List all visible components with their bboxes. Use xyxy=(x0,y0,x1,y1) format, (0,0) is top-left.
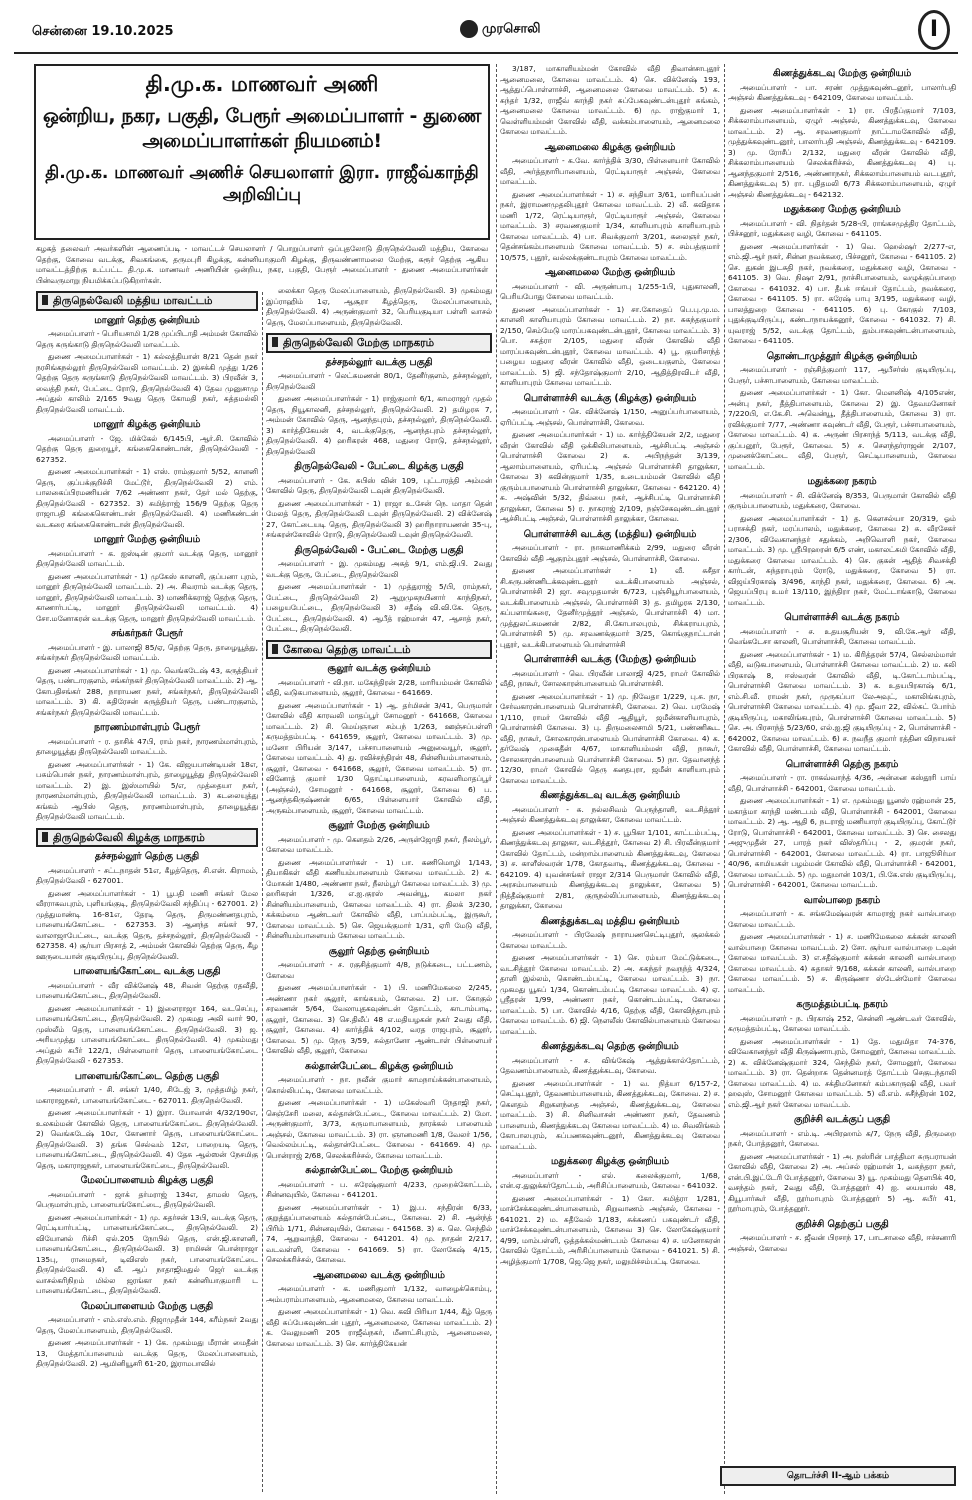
section-heading: கிணத்துக்கடவு மத்திய ஒன்றியம் xyxy=(540,915,680,927)
section-heading: ஆனைமலை கிழக்கு ஒன்றியம் xyxy=(544,141,676,153)
section-heading: கிணத்துக்கடவு வடக்கு ஒன்றியம் xyxy=(539,790,681,801)
appointee-paragraph: அமைப்பாளர் - க. சங்கமேஷ்வரன் காமராஜ் நகர் வால்பாறை கோவை மாவட்டம். xyxy=(728,909,956,929)
appointee-paragraph: அமைப்பாளர் - செ. விக்னேஷ் 1/150, அனுப்பர்பாளையம், ஏரிப்பட்டி அஞ்சல், பொள்ளாச்சி, கோவை. xyxy=(500,407,720,427)
appointee-paragraph: துணை அமைப்பாளர்கள் - 1) கல்லத்தியான் 8/21 தென் நகர் நரசிங்கநல்லூர் திருநெல்வேலி மாவட்டம். 2) இசக்கி முத்து 1/26 தெற்கு தெரு கருங்காடு திருநெல்வேலி மாவட்டம். 3) பிரவீன் 3, வைத்தி நகர், பேட்டை ரோடு, திருநெல்வேலி 4) தேவ முனுசாமு அப்துல் காலிம் 2/165 9வது தெரு கோமதி நகர், சுத்தமல்லி திருநெல்வேலி மாவட்டம். xyxy=(36,352,258,414)
section-heading: சூலூர் தெற்கு ஒன்றியம் xyxy=(328,945,430,957)
appointee-paragraph: துணை அமைப்பாளர்கள் - 1) தே. மதுமிதா 74-376, விவேகானந்தர் வீதி கிருஷ்ணாபுரம், சோமனூர், கோவை மாவட்டம். 2) க. விக்னேஷ்குமார் 324, செந்தில் நகர், சோமனூர், கோவை மாவட்டம். 3) ரா. தென்றாசு தென்னமரத் தோட்டம் செகுடந்தாலி கோவை மாவட்டம். 4) ம. சக்திமனோகர் கம்பகாருஷி வீதி, பவர் ஹவுஸ், சோமனூர் கோவை மாவட்டம். 5) வீ.எம். சுசீந்திரன் 102, எம்.ஜி.ஆர் நகர் கோவை மாவட்டம். xyxy=(728,1036,956,1109)
masthead xyxy=(14,8,958,54)
appointee-paragraph: துணை அமைப்பாளர்கள் - 1) ம. கார்த்திகேயன் 2/2, மதுரை வீரன் கோவில் வீதி ஒக்கிலிபாளையம், ஆச்சிபட்டி அஞ்சல் பொள்ளாச்சி கோவை 2) க. அபிநந்தன் 3/139, ஆலாம்பாளையம், ஏரிபட்டி அஞ்சல் பொள்ளாச்சி தாலுக்கா, கோவை 3) கவின்குமார் 1/35, உடையம்மன் கோவில் வீதி குரும்பபாளையம் பொள்ளாச்சி தாலுக்கா, கோவை - 642120. 4) சு. அஷ்வின் 5/32, திவ்யை நகர், ஆச்சிபட்டி பொள்ளாச்சி தாலுக்கா, கோவை 5) ர. நாகராஜ் 2/109, நஞ்சேகவுண்டன்புதூர் ஆச்சிபட்டி அஞ்சல், பொள்ளாச்சி தாலுக்கா, கோவை. xyxy=(500,430,720,523)
appointee-paragraph: அமைப்பாளர் - ரா. ராகவ்வாந்த் 4/36, அன்னை கஸ்தூரி பாய் வீதி, பொள்ளாச்சி - 642001, கோவை மாவட்டம். xyxy=(728,773,956,793)
section-heading: சுல்தான்பேட்டை மேற்கு ஒன்றியம் xyxy=(305,1165,453,1176)
section-heading: குறிச்சி வடக்குப் பகுதி xyxy=(793,1114,891,1125)
section-heading: பொள்ளாச்சி வடக்கு (மேற்கு) ஒன்றியம் xyxy=(523,654,697,665)
appointee-paragraph: துணை அமைப்பாளர்கள் - 1) வீ. சுசீதா சி.சுருபண்ணிடக்கவுண்டனூர் வடக்கிபாளையம் அஞ்சல், பொள்ளாச்சி 2) ஜா. சவுமுதமான் 6/723, புஞ்சியூர்பாளையம், வடக்கிபாளையம் அஞ்சல், பொள்ளாச்சி 3) த. தமிழரசு 2/130, கப்பளாங்கரை, தேனீர்முத்தூர் அஞ்சல், பொள்ளாச்சி 4) மா. முத்துலட்சுமணன் 2/82, சி.கோபாலபுரம், சிக்கராயபுரம், பொள்ளாச்சி 5) மு. சரவணக்குமார் 3/25, கொங்குநாட்டான் புதூர், வடக்கிபாளையம் பொள்ளாச்சி xyxy=(500,566,720,649)
appointee-paragraph: துணை அமைப்பாளர்கள் - 1) எ. முகம்மது யூனஸ் ரஹ்மான் 25, மகாத்மா காந்தி மண்டபம் வீதி, பொள்ளாச்சி - 642001, கோவை மாவட்டம். 2) ஆ. ஆதி 6, நடராஜ் மணியாரர் குடியிருப்பு, கோட்டூர் ரோடு, பொள்ளாச்சி - 642001, கோவை மாவட்டம். 3) செ. சைலது அஜுமுதீன் 27, பாரத் நகர் விஸ்தரிப்பு - 2, குமரன் நகர், பொள்ளாச்சி - 642001, கோவை மாவட்டம். 4) ரா. பாஜூசிர்மா 40/96, காமியகள் பழம்மன் கோவில் வீதி, பொள்ளாச்சி - 642001, கோவை மாவட்டம். 5) மு. மதுமான் 103/1, பி.கே.எஸ் குடியிருப்பு, பொள்ளாச்சி - 642001, கோவை மாவட்டம். xyxy=(728,796,956,889)
appointee-paragraph: துணை அமைப்பாளர்கள் - 1) இரா. யோவான் 4/32/190எ, உலகம்மன் கோவில் தெரு, பாளையங்கோட்டை திருநெல்வேலி. 2) வெங்கடேஷ் 10எ, கோணார் தெரு, பாளையங்கோட்டை திருநெல்வேலி. 3) தங்க செல்வம் 12எ, பாறையடி தெரு, பாளையங்கோட்டை, திருநெல்வேலி. 4) தேசு ஆல்ஸன் நேசமிகு தெரு, மகாராஜநகர், பாளையங்கோட்டை, திருநெல்வேலி. xyxy=(36,1108,258,1170)
continued-on-page-link[interactable]: தொடர்ச்சி II-ஆம் பக்கம் xyxy=(720,1466,956,1486)
appointee-paragraph: அமைப்பாளர் - ச. ரகுசித்குமார் 4/8, நடுக்கடை, பட்டணம், கோவை xyxy=(266,960,492,980)
banner-subtitle: தி.மு.க. மாணவர் அணிச் செயலாளர் இரா. ராஜீவ்காந்தி அறிவிப்பு xyxy=(45,163,479,205)
appointee-paragraph: அமைப்பாளர் - நா. நவீன் குமார் காமநாய்க்கன்பாளையம், கொல்லிபட்டி, கோவை மாவட்டம். xyxy=(266,1075,492,1095)
appointee-paragraph: துணை அமைப்பாளர்கள் - 1) த. கௌசல்யா 20/319, ஓம் பராசக்தி நகர், மரப்பாலம், மதுக்கரை, கோவை 2) சு. வீரசேகர் 2/306, விவேகானந்தர் சதுக்கம், அறிவொளி நகர், கோவை மாவட்டம். 3) மு. ஸ்ரீபிரஹரன் 6/5 எண், மகாலட்சுமி கோவில் வீதி, மதுக்கரை கோவை மாவட்டம். 4) செ. குகன் ஆதித் சிவசக்தி கார்டன், சுந்தராபுரம் ரோடு, மதுக்கரை, கோவை 5) ரா. விஜய்பிரகாஷ் 3/496, காந்தி நகர், மதுக்கரை, கோவை. 6) அ. ஜெயப்பிரபு உமர் 13/110, இந்திரா நகர், மேட்டாங்காடு, கோவை மாவட்டம். xyxy=(728,513,956,607)
section-heading: ஆனைமலை மேற்கு ஒன்றியம் xyxy=(545,267,675,278)
appointee-paragraph: அமைப்பாளர் - ர. தாசிக் 47பி, ராம் நகர், நாரணம்மாள்புரம், தாழையூத்து திருநெல்வேலி மாவட்டம். xyxy=(36,736,258,756)
appointee-paragraph: அமைப்பாளர் - மு. கௌதம் 2/26, அருள்ஜோதி நகர், நீலம்பூர், கோவை மாவட்டம். xyxy=(266,834,492,854)
appointee-paragraph: துணை அமைப்பாளர்கள் - 1) ரா. பிரதீப்குமார் 7/103, சிக்கலாம்பாளையம், ஏழுர் அஞ்சல், கிணத்துக்கடவு, கோவை மாவட்டம். 2) ஆ. சரவணகுமார் நாட்டாமகோவில் வீதி, முத்துக்கவுண்டனூர், பாலார்பதி அஞ்சல், கிணத்துக்கடவு - 642109. 3) மு. ரோசீப் 2/132, மதுரை வீரன் கோவில் வீதி, சிக்கலாம்பாளையம் செலக்கரிச்சல், கிணத்துக்கடவு 4) பு. ஆனந்தகுமார் 2/516, அண்ணாநகர், சிக்கலாம்பாளையம் வடபுதூர், கிணத்துக்கடவு 5) ரா. புதிதமலி 6/73 சிக்கலாம்பாளையம், ஏழுர் அஞ்சல் கிணத்துக்கடவு - 642132. xyxy=(728,105,956,199)
article-column-2 xyxy=(266,286,492,1494)
section-heading: மானூர் மேற்கு ஒன்றியம் xyxy=(93,534,201,545)
appointee-paragraph: துணை அமைப்பாளர்கள் - 1) எஸ். ராம்குமார் 5/52, காளனி தெரு, குப்பக்குறிச்சி மேட்டூர், திருநெல்வேலி 2) எம். பாலகைப்பிரமணியன் 7/62 அண்ணா நகர், தேர் மல் தெற்கு, திருநெல்வேலி - 627352. 3) சுமித்ராஜ் 156/9 தெற்கு தெரு ராஜாபதி கங்கைகொண்டான் திருநெல்வேலி. 4) மணிகண்டன் வடகரை கங்கைகொண்டான் திருநெல்வேலி. xyxy=(36,467,258,529)
section-heading: குறிச்சி தெற்குப் பகுதி xyxy=(795,1218,889,1230)
appointee-paragraph: அமைப்பாளர் - ப. சுரேஷ்குமார் 4/233, முறைக்கோட்டம், சின்னவுயில், கோவை - 641201. xyxy=(266,1179,492,1199)
banner-title: தி.மு.க. மாணவர் அணி xyxy=(145,72,379,96)
issue-date: சென்னை 19.10.2025 xyxy=(32,24,174,39)
section-heading: மதுக்கரை மேற்கு ஒன்றியம் xyxy=(783,204,901,215)
appointee-paragraph: துணை அமைப்பாளர்கள் - 1) மு. சுதர்சன் 13பி, வடக்கு தெரு, ரெட்டியார்பட்டி, பாளையங்கோட்டை, திருநெல்வேலி. 2) வியோனல் ரிச்சி ஏல்.205 நோபில் தெரு, என்.ஜி.காளனி, பாளையங்கோட்டை, திருநெல்வேலி. 3) ராமிசன் பொன்ராஜா 135பு, ராமைநகர், டிவிஎஸ் நகர், பாளையங்கோட்டை திருநெல்வேலி. 4) வீ. ஆப் நாதாஜிமதுல் ஜெர் வடக்கு வாசல்கரிநிறம் மில்ல ஜரங்கா நகர் கன்னியாகுமாரி ட பாளையங்கோட்டை, திருநெல்வேலி. xyxy=(36,1212,258,1295)
appointee-paragraph: 3/187, மாகாளியம்மன் கோவில் வீதி திவான்சாபுதூர் ஆனைமலை, கோவை மாவட்டம். 4) செ. விக்னேஷ் 193, ஆத்துப்பொள்ளாச்சி, ஆனைமலை கோவை மாவட்டம். 5) சு. சுந்தர் 1/32, ராஜீவ் காந்தி நகர் சுப்பேகவுண்டன்புதூர் சுங்கம், ஆனைமலை கோவை மாவட்டம். 6) மு. ராஜ்குமார் 1, வெள்ளியம்மன் கோவில் வீதி, வக்கம்பாளையம், ஆனைமலை கோவை மாவட்டம். xyxy=(500,64,720,136)
appointee-paragraph: அமைப்பாளர் - எம்.எஸ்.எம். நிஜாமுதீன் 144, கரீம்நகர் 2வது தெரு, மேலப்பாளையம், திருநெல்வேலி. xyxy=(36,1315,258,1335)
appointee-paragraph: துணை அமைப்பாளர்கள் - 1) கே. முகம்மது மீரான் மைதீன் 13, மேத்தாப்பாளையம் வடக்கு தெரு, மேலப்பாளையம், திருநெல்வேலி. 2) ஆமினியூசரி 61-20, இராமபாவில் xyxy=(36,1338,258,1368)
appointee-paragraph: துணை அமைப்பாளர்கள் - 1) செ. ரம்யா மேட்டுக்கடை, வடசித்தூர் கோவை மாவட்டம். 2) அ. சுகந்தர் நவநந்த் 4/324, தாளி இல்லம், கொண்டம்பட்டி, கோவை மாவட்டம். 3) நா. முகமது யூசுப் 1/34, கொண்டம்பட்டி கோவை மாவட்டம். 4) ஏ. ஸ்ரீதரன் 1/99, அண்ணா நகர், கொண்டம்பட்டி, கோவை மாவட்டம். 5) பா. கோவில் 4/16, தெற்கு வீதி, கோவிந்தாபுரம் கோவை மாவட்டம். 6) ஜி. நெளலீஸ் கோவில்பாளையம் கோவை மாவட்டம். xyxy=(500,953,720,1036)
appointee-paragraph: துணை அமைப்பாளர்கள் - 1) மகேஸ்வரி நேதாஜி நகர், செஞ்சேரி மலை, சுல்தான்பேட்டை, கோவை மாவட்டம். 2) மோ. அருண்குமார், 3/73, கருமாபாளையம், நாரக்கல் பாளையம் அஞ்சல், கோவை மாவட்டம். 3) ரா. ஞானமணி 1/8, வேலர் 1/56, வெல்லம்பட்டி, சுல்தான்பேட்டை கோவை - 641669. 4) மு. பொன்ராஜ் 2/68, செலக்கரிச்சல், கோவை மாவட்டம். xyxy=(266,1098,492,1160)
section-heading: மானூர் தெற்கு ஒன்றியம் xyxy=(94,314,200,326)
article-column-3 xyxy=(500,64,720,1494)
appointee-paragraph: துணை அமைப்பாளர்கள் - 1) ராஜா உ.சேன் நெ. மாதா தென் மேலத் தெரு, திருநெல்வேலி டவுன் திருநெல்வேலி. 2) விக்னேஷ் 27, கோட்டையடி தெரு, திருநெல்வேலி 3) ஹரிநாராயணன் 35-பு, சங்கரன்கோவில் ரோடு, திருநெல்வேலி டவுன் திருநெல்வேலி. xyxy=(266,498,492,539)
appointee-paragraph: துணை அமைப்பாளர்கள் - 1) கோ. மௌனிஷ் 4/105எண், அன்பு நகர், தீத்திபாளையம், கோவை 2) இ. தேவமனோகர் 7/220பி, எ.கே.சி. அவென்யூ, தீத்திபாளையம், கோவை 3) ரா. ரவிக்குமார் 7/77, அண்ணா சுவுண்டர் வீதி, பேரூர், பச்சாபாளையம், கோவை மாவட்டம். 4) க. அருண் பிரசாந்த் 5/113, வடக்கு வீதி, குப்பனூர், பேரூர், கோவை. 5) ச. சௌந்தர்ராஜன் 2/107, முனைக்கோட்டை வீதி, பேரூர், செட்டிபாளையம், கோவை மாவட்டம். xyxy=(728,388,956,471)
section-heading: நாரணம்மாள்புரம் பேரூர் xyxy=(93,722,201,733)
column-divider xyxy=(496,64,497,1494)
appointee-paragraph: அமைப்பாளர் - ரா. நாகமாணிக்கம் 2/99, மதுரை வீரன் கோவில் வீதி ஆகுரம்புதூர் அஞ்சல், பொள்ளாச்சி, கோவை. xyxy=(500,543,720,563)
emblem-icon xyxy=(460,20,478,38)
appointee-paragraph: அமைப்பாளர் - இ. முகம்மது அசுத் 9/1, எம்.ஜி.பி. 2வது வடக்கு தெரு, பேட்டை, திருநெல்வேலி xyxy=(266,559,492,579)
section-heading: பாளையங்கோட்டை தெற்கு பகுதி xyxy=(74,1070,220,1082)
appointee-paragraph: அமைப்பாளர் - ச. விங்கேஷ் ஆத்துக்கால்தோட்டம், தேவணம்பாளையம், கிணத்துக்கடவு, கோவை. xyxy=(500,1055,720,1075)
appointee-paragraph: துணை அமைப்பாளர்கள் - 1) வெ. ஹெல்ஷர் 2/277-எ, எம்.ஜி.ஆர் நகர், சின்ன நவக்கரை, பிச்சனூர், கோவை - 641105. 2) செ. துகன் இடசுதி நகர், நவக்கரை, மதுக்கரை வழி, கோவை - 641105. 3) வெ. நிஷா 2/91, நாச்சிபாளையம், வழுக்குப்பாறை கோவை - 641032. 4) பா. தீபக் ஈங்யர் தோட்டம், நவக்கரை, கோவை - 641105. 5) ரா. சுரேஷ் பாபு 3/195, மதுக்கரை வழி, பாலத்துறை கோவை - 641105. 6) பு. கோகுல் 7/103, புதுக்குடியிருப்பு, கண்டாநாயக்கனூர், கோவை - 641032. 7) சி. யுவராஜ் 5/52, வடக்கு தோட்டம், தும்பாகவுண்டன்பாளையம், கோவை - 641105. xyxy=(728,241,956,345)
section-heading: திருநெல்வேலி - பேட்டை மேற்கு பகுதி xyxy=(294,544,464,556)
appointee-paragraph: துணை அமைப்பாளர்கள் - 1) ஆ. தர்மிசன் 3/41, பெருமாள் கோவில் வீதி காரவலி மாதப்பூர் சோமனூர் - 641668, கோவை மாவட்டம். 2) சி. மெய்ஞான சம்பந் 1/263, ஊஞ்சப்பள்ளி கருமத்தம்பட்டி - 641659, சூலூர், கோவை மாவட்டம். 3) மு. மனோ பிரியன் 3/147, பச்சாபாளையம் அனுவையூர், சூலூர், கோவை மாவட்டம். 4) து. ரவிச்சந்திரன் 48, சின்னியம்பாளையம், சூலூர், கோவை - 641668, சூலூர், கோவை மாவட்டம். 5) ரா. வினோத் குமார் 1/30 தொட்டிபாளையம், கரவளிமாதப்பூர் (அஞ்சல்), சோமனூர் - 641668, சூலூர், கோவை 6) ப. ஆனந்தகிருஷ்ணன் 6/65, பிள்ளையார் கோவில் வீதி, அருகம்பாளையம், சூலூர், கோவை மாவட்டம். xyxy=(266,700,492,815)
appointee-paragraph: அமைப்பாளர் - பிரவேஷ் நாராயணசெட்டிபுதூர், சூலக்கல் கோவை மாவட்டம். xyxy=(500,930,720,950)
appointee-paragraph: அமைப்பாளர் - எம்.டி. அபிரஹாம் க/7, நேரு வீதி, திருமறை நகர், போத்தனூர், கோவை. xyxy=(728,1128,956,1148)
appointee-paragraph: அமைப்பாளர் - வெ. பிரவீன் பாலாஜி 4/25, ராமர் கோவில் வீதி, நாகூர், சோலகாரன்பாளையம் பொள்ளாச்சி. xyxy=(500,668,720,688)
article-column-1 xyxy=(36,286,258,1494)
section-heading: மதுக்கரை நகரம் xyxy=(807,476,877,487)
appointee-paragraph: அமைப்பாளர் - லெட்சுமணன் 80/1, தேனீர்குளம், தச்சநல்லூர், திருநெல்வேலி xyxy=(266,371,492,391)
appointee-paragraph: அமைப்பாளர் - ஜே. மிக்கேல் 6/145பி, ஆர்.சி. கோவில் தெற்கு தெரு துறையூர், கங்கைகொண்டான், திருநெல்வேலி - 627352. xyxy=(36,433,258,464)
section-heading: பொள்ளாச்சி தெற்கு நகரம் xyxy=(785,758,899,770)
appointee-paragraph: அமைப்பாளர் - க.வே. கார்த்திக் 3/30, பிள்ளையார் கோவில் வீதி, அர்த்தநாரிபாளையம், ரெட்டியாரூர் அஞ்சல், கோவை மாவட்டம். xyxy=(500,156,720,186)
appointee-paragraph: துணை அமைப்பாளர்கள் - 1) மு. வெங்கடேஷ் 43, கருத்தியர் தெரு, பண்டாரகுளம், சங்கர்நகர் திருநெல்வேலி மாவட்டம். 2) ஆ. கோபதிசங்கர் 288, நாராயண நகர், சங்கர்நகர், திருநெல்வேலி மாவட்டம். 3) கி. சுதிரேசன் கருத்தியர் தெரு, பண்டாரகுளம், சங்கர்நகர் திருநெல்வேலி மாவட்டம். xyxy=(36,665,258,717)
appointee-paragraph: துணை அமைப்பாளர்கள் - 1) ச. மணிமேகலை கக்கன் காலனி வால்பாறை கோவை மாவட்டம். 2) சோ. சூர்யா வால்பாறை டவுன் கோவை மாவட்டம். 3) எ.சதீஷ்குமார் கக்கன் காலனி வால்பாறை கோவை மாவட்டம். 4) சுதாகர் 9/168, கக்கன் காலனி, வால்பாறை கோவை மாவட்டம். 5) ச. கிருஷ்ணா ஸ்டேன்மோர் கோவை மாவட்டம். xyxy=(728,932,956,994)
appointee-paragraph: துணை அமைப்பாளர்கள் - 1) முத்துராஜ் 5/பி, ராம்நகர், பேட்டை, திருநெல்வேலி 2) ஆறுமுகநயினார் காந்திநகர், பழையபேட்டை, திருநெல்வேலி 3) சதீஷ் வி.வி.கே. தெரு, பேட்டை, திருநெல்வேலி. 4) ஆபீத் ரஹ்மான் 47, ஆசாத் நகர், பேட்டை, திருநெல்வேலி. xyxy=(266,582,492,633)
appointee-paragraph: துணை அமைப்பாளர்கள் - 1) அ. நஸ்ரின் பாத்திமா சுருபராயன் கோவில் வீதி, கோவை 2) அ. அப்சல் ரஹ்மான் 1, வசுந்தரா நகர், என்.பி.இட்டேரி போத்தனூர், கோவை 3) யூ. முகம்மது தௌபிக் 40, வசந்தம் நகர், 2வது வீதி, போத்தனூர் 4) ஐ. யையாஸ் 48, கியூபார்கூர் வீதி, நூர்மாபுரம் போத்தனூர் 5) ஆ. சுபீர் 41, நூர்மாபுரம், போத்தனூர். xyxy=(728,1151,956,1213)
section-heading: பாளையங்கோட்டை வடக்கு பகுதி xyxy=(73,966,221,977)
appointee-paragraph: அமைப்பாளர் - ச. ஜீவன் பிரசாந் 17, பாடசாலை வீதி, ஈச்சனாரி அஞ்சல், கோவை xyxy=(728,1233,956,1253)
banner-headline: ஒன்றிய, நகர, பகுதி, பேரூர் அமைப்பாளர் - துணை அமைப்பாளர்கள் நியமனம்! xyxy=(42,105,482,152)
appointee-paragraph: துணை அமைப்பாளர்கள் - 1) ம. கிரித்தரன் 57/4, செல்லம்மாள் வீதி, வடுகபாளையம், பொள்ளாச்சி கோவை மாவட்டம். 2) ம. கலி பிரகாஷ் 8, ஈஸ்வரன் கோவில் வீதி, டி.கோட்டாம்பட்டி, பொள்ளாச்சி கோவை மாவட்டம். 3) க. உதயபிரகாஷ் 6/1, எம்.சி.வீ. ராமன் நகர், முருகப்பா லேஅவுட், மகாலிங்கபுரம், பொள்ளாச்சி கோவை மாவட்டம். 4) மு. ஜீவா 22, வில்சுட் போர்ம் குடியிருப்பு, மகாலிங்கபுரம், பொள்ளாச்சி கோவை மாவட்டம். 5) செ. அ. பிரசாந்த் 5/23/60, எல்.ஐ.ஜி குடியிருப்பு - 2, பொள்ளாச்சி - 642002, கோவை மாவட்டம். 6) ச. நவநீத குமார் ரத்தின விநாயகர் கோவில் வீதி, பொள்ளாச்சி, கோவை மாவட்டம். xyxy=(728,649,956,753)
appointee-paragraph: அமைப்பாளர் - சி. விக்னேஷ் 8/353, பெருமாள் கோவில் வீதி குரும்பபாளையம், மதுக்கரை, கோவை. xyxy=(728,490,956,510)
appointee-paragraph: அமைப்பாளர் - வி. நிதர்தன் 5/28-பி, ராங்கசமுத்திர தோட்டம், பிச்சனூர், மதுக்கரை வழி, கோவை - 641105. xyxy=(728,218,956,238)
paper-logo xyxy=(460,20,541,38)
section-heading: பொள்ளாச்சி வடக்கு நகரம் xyxy=(784,612,900,623)
section-heading: சங்கர்நகர் பேரூர் xyxy=(111,628,183,639)
appointee-paragraph: துணை அமைப்பாளர்கள் - 1) இளைராஜா 164, வடசெப்பு, பாளையங்கோட்டை, திருநெல்வேலி. 2) முகமது அலி வார் 90, முஸ்லீம் தெரு, பாளையங்கோட்டை திருநெல்வேலி. 3) ஜ. அரியமுத்து பாளையங்கோட்டை திருநெல்வேலி. 4) முகம்மது அப்துல் சுபீர் 122/1, பிள்ளைமார் தெரு, பாளையங்கோட்டை திருநெல்வேலி - 627353. xyxy=(36,1003,258,1065)
appointee-paragraph: துணை அமைப்பாளர்கள் - 1) இ.ப. சந்திரன் 6/33, குறுத்துப்பாளையம் சுல்தான்பேட்டை, கோவை. 2) சி. ஆன்ந்த் பிரிம் 1/71, சின்னவுயில், கோவை - 641568. 3) சு. லெ. செந்தில் 74, ஆறுவாத்தி, கோவை - 641201. 4) மு. நாதன் 2/217, வடவள்ளி, கோவை - 641669. 5) ரா. லோகேஷ் 4/15, செலக்கரிச்சல், கோவை. xyxy=(266,1202,492,1264)
page-number: I xyxy=(918,10,950,50)
section-heading: தச்சநல்லூர் தெற்கு பகுதி xyxy=(94,851,200,862)
section-heading: தொண்டாமுத்தூர் கிழக்கு ஒன்றியம் xyxy=(766,350,918,362)
section-heading: சூலூர் மேற்கு ஒன்றியம் xyxy=(328,820,430,831)
appointee-paragraph: அமைப்பாளர் - சு. நல்லசிவம் பெருந்தாளி, வடசித்தூர் அஞ்சல் கிணத்துக்கடவு தாலுக்கா, கோவை மாவட்டம். xyxy=(500,804,720,824)
appointee-paragraph: துணை அமைப்பாளர்கள் - 1) மு. நிவேதா 1/229, பு.சு. நா, சேர்வகாரன்பாளையம் பொள்ளாச்சி, கோவை. 2) வெ. பரமேஷ் 1/110, ராமர் கோவில் வீதி ஆதியூர், ஜமீன்காளியாபுரம், பொள்ளாச்சி கோவை. 3) பு. திருமலைசாமி 5/21, பண்ணிகூட வீதி, நாகூர், சோலகாரன்பாளையம் பொள்ளாச்சி கோவை. 4) க. தர்வேஷ் முகைதீன் 4/67, மாகாளியம்மன் வீதி, நாகூர், சோலகாரன்பாளையம் பொள்ளாச்சி கோவை. 5) நா. தேவானந்த் 12/30, ராமர் கோவில் தெரு கனதபுரா, ஜமீன் காளியாபுரம் கோவை மாவட்டம். xyxy=(500,691,720,785)
appointee-paragraph: துணை அமைப்பாளர்கள் - 1) ச. சந்தியா 3/61, மாரியப்பன் நகர், இராமணமுதலிபுதூர் கோவை மாவட்டம். 2) வீ. கவிதாசு மணி 1/72, ரெட்டியாரூர், ரெட்டியாரூர் அஞ்சல், கோவை மாவட்டம். 3) சரவணகுமார் 1/34, காளியாபுரம் காளியாபுரம் கோவை மாவட்டம். 4) பா. சிவக்குமார் 3/201, கலைஞர் நகர், தென்சங்கம்பாளையம் கோவை மாவட்டம். 5) ச. சம்பத்குமார் 10/575, புதூர், வல்லக்குண்டாபுரம் கோவை மாவட்டம். xyxy=(500,189,720,262)
appointee-paragraph: அமைப்பாளர் - ஜாக் தர்மராஜ் 134எ, தாமஸ் தெரு, பெருமாள்புரம், பாளையங்கோட்டை, திருநெல்வேலி. xyxy=(36,1189,258,1209)
district-heading: கோவை தெற்கு மாவட்டம் xyxy=(266,640,492,660)
appointee-paragraph: அமைப்பாளர் - வி.நா. மகேந்திரன் 2/28, மாரியம்மன் கோவில் வீதி, வடுகபாளையம், சூலூர், கோவை - 641669. xyxy=(266,677,492,697)
appointee-paragraph: அமைப்பாளர் - வீர விக்னேஷ் 48, சிவன் தெற்கு ரதவீதி, பாளையங்கோட்டை, திருநெல்வேலி. xyxy=(36,980,258,1000)
appointee-paragraph: துணை அமைப்பாளர்கள் - 1) வ. நித்யா 6/157-2, செட்டிபுதூர், தேவணம்பாளையம், கிணத்துக்கடவு, கோவை. 2) ச. கெளதம் சிறுகளந்தை அஞ்சல், கிணத்துக்கடவு, கோவை மாவட்டம். 3) சி. சினிவாசன் அண்ணா நகர், தேவணம் பாளையம், கிணத்துக்கடவு கோவை மாவட்டம். 4) ம. சிவலிங்கம் கோபாலபுரம், சுப்பணகவுண்டனூர், கிணத்துக்கடவு கோவை மாவட்டம். xyxy=(500,1078,720,1151)
appointee-paragraph: துணை அமைப்பாளர்கள் - 1) பா. கணிமொழி 1/143, தியாகிகள் வீதி கணியம்பாளையம் கோவை மாவட்டம். 2) க. மோகன் 1/480, அண்ணா நகர், நீலம்பூர் கோவை மாவட்டம். 3) மு. ஹரிகரன் 1/326, எ.ஐ.குரஸ் அவன்யூ, கமலா நகர் சின்னியம்பாளையம், கோவை மாவட்டம். 4) ரா. திலக் 3/230, கக்கம்மை ஆண்டவர் கோவில் வீதி, பாப்பம்பட்டி, இருகூர், கோவை மாவட்டம். 5) செ. ஜெயக்குமார் 1/31, ஏரி மேடு வீதி, சின்னியம்பாளையம் கோவை மாவட்டம். xyxy=(266,857,492,940)
appointee-paragraph: துணை அமைப்பாளர்கள் - 1) கோ. சுமித்ரா 1/281, மாச்சேக்கவுண்டன்பாளையம், சிறுவாணம் அஞ்சல், கோவை - 641021. 2) ம. சுதீவேல் 1/183, சுக்கணப் பகவுண்டர் வீதி, மாச்சேக்கவுண்டன்பாளையம், கோவை 3) செ. லோகேஷ்குமார் 4/99, மாம்பள்ளி, ஒத்தக்கல்மண்டபம் கோவை 4) ச. மனோகரன் கோவில் தோட்டம், அரிசிப்பாளையம் கோவை - 641021. 5) சி. அழித்குமார் 1/708, ஜெ.ஜெ நகர், மலுமிச்சம்பட்டி கோவை. xyxy=(500,1193,720,1266)
appointee-paragraph: அமைப்பாளர் - ச. உதயசூரியன் 9, வி.கே.ஆர் வீதி, வெங்கடேசா காலனி, பொள்ளாச்சி, கோவை மாவட்டம். xyxy=(728,626,956,646)
section-heading: மேலப்பாளையம் மேற்கு பகுதி xyxy=(80,1300,214,1312)
banner-intro: கழகத் தலைவர் அவர்களின் ஆணைப்படி - மாவட்டச் செயலாளர் / பொறுப்பாளர் ஒப்புதலோடு திருநெல்வேலி மத்திய, கோவை தெற்கு, கோவை வடக்கு, சிவகங்கை, தருமபுரி கிழக்கு, கன்னியாகுமரி கிழக்கு, திருவண்ணாமலை மேற்கு, கரூர் தெற்கு ஆகிய மாவட்டத்திற்கு உட்பட்ட தி.மு.க. மாணவர் அணியின் ஒன்றிய, நகர, பகுதி, பேரூர் அமைப்பாளர் - துணை அமைப்பாளர்கள் பின்வருமாறு நியமிக்கப்படுகிறார்கள். xyxy=(36,244,488,285)
appointee-paragraph: துணை அமைப்பாளர்கள் - 1) ராஜ்குமார் 6/1, காமராஜர் முதல் தெரு, நியூகாலனி, தச்சநல்லூர், திருநெல்வேலி. 2) தமிழரசு 7, அம்மன் கோவில் தெரு, ஆனந்தபுரம், தச்சநல்லூர், திருநெல்வேலி. 3) கார்த்திகேயன் 4, வடக்குதெரு, ஆனந்தபுரம் தச்சநல்லூர், திருநெல்வேலி. 4) ஹரிகரன் 468, மதுரை ரோடு, தச்சநல்லூர், திருநெல்வேலி xyxy=(266,394,492,456)
appointee-paragraph: துணை அமைப்பாளர்கள் - 1) முகேஸ் காளனி, குப்பனா புரம், மானூர் திருநெல்வேலி மாவட்டம். 2) அ. சிவராம் வடக்கு தெரு, மானூர், திருநெல்வேலி மாவட்டம். 3) மாணிக்கராஜ் தெற்கு தெரு, காணார்பட்டி, மானூர் திருநெல்வேலி மாவட்டம். 4) சோ.மனோகரன் வடக்கு தெரு, மானூர் திருநெல்வேலி மாவட்டம். xyxy=(36,571,258,623)
headline-banner xyxy=(34,64,490,240)
column-divider xyxy=(262,292,263,1492)
section-heading: சுல்தான்பேட்டை கிழக்கு ஒன்றியம் xyxy=(304,1060,454,1072)
section-heading: மதுக்கரை கிழக்கு ஒன்றியம் xyxy=(550,1156,669,1167)
column-divider xyxy=(724,64,725,1494)
section-heading: பொள்ளாச்சி வடக்கு (கிழக்கு) ஒன்றியம் xyxy=(523,392,697,404)
appointee-paragraph: அமைப்பாளர் - சி. சங்கர் 1/40, சிடேஜ் 3, முத்தமிழ் நகர், மகாராஜநகர், பாளையங்கோட்டை - 627011. திருநெல்வேலி. xyxy=(36,1085,258,1105)
section-heading: வால்பாறை நகரம் xyxy=(803,894,881,906)
section-heading: கிணத்துக்கடவு மேற்கு ஒன்றியம் xyxy=(772,68,912,79)
appointee-paragraph: அமைப்பாளர் - இ. பாலாஜி 85/ஏ, தெற்கு தெரு, தாழையூத்து, சங்கர்நகர் திருநெல்வேலி மாவட்டம். xyxy=(36,642,258,662)
appointee-paragraph: துணை அமைப்பாளர்கள் - 1) சா.கோதைப் பெ.பு.மு.ம. காளனி காளியாபுரம் கோவை மாவட்டம். 2) நா. சுகந்தகுமார் 2/150, செம்மேடு மாரப்பகவுண்டன்புதூர், கோவை மாவட்டம். 3) பொ. சசுத்ரா 2/105, மதுரை வீரன் கோவில் வீதி மாரப்பகவுண்டன்புதூர், கோவை மாவட்டம். 4) பூ. குமரிசாந்த் பழைய மதுரை வீரன் கோவில் வீதி, ஒடையகுளம், கோவை மாவட்டம். 5) ஜி. சந்தோஷ்குமார் 2/10, ஆதித்திரவிடர் வீதி, காளியாபுரம் கோவை மாவட்டம். xyxy=(500,304,720,387)
appointee-paragraph: துணை அமைப்பாளர்கள் - 1) கே. விஜயபாண்டியன் 18எ, பசும்பொன் நகர், நாரணம்மாள்புரம், தாழையூத்து திருநெல்வேலி மாவட்டம். 2) இ. இஸ்மாயில் 5/எ, முத்தையா நகர், நாரணம்மாள்புரம், திருநெல்வேலி மாவட்டம். 3) கடலையுத்து சுங்கம் ஆபிஸ் தெரு, நாரணம்மாள்புரம், தாழையூத்து திருநெல்வேலி மாவட்டம். xyxy=(36,759,258,821)
section-heading: கிணத்துக்கடவு தெற்கு ஒன்றியம் xyxy=(541,1041,679,1052)
appointee-paragraph: அமைப்பாளர் - கே. சுபிஸ் வின் 109, புட்டாரத்தி அம்மன் கோவில் தெரு, திருநெல்வேலி டவுன் திருநெல்வேலி. xyxy=(266,475,492,495)
section-heading: மானூர் கிழக்கு ஒன்றியம் xyxy=(93,419,201,430)
appointee-paragraph: அமைப்பாளர் - க. ஐஸ்டின் குமார் வடக்கு தெரு, மானூர் திருநெல்வேலி மாவட்டம். xyxy=(36,548,258,568)
section-heading: சூலூர் வடக்கு ஒன்றியம் xyxy=(327,663,431,674)
district-heading: திருநெல்வேலி மத்திய மாவட்டம் xyxy=(36,291,258,311)
section-heading: திருநெல்வேலி - பேட்டை கிழக்கு பகுதி xyxy=(294,461,464,472)
section-heading: ஆனைமலை வடக்கு ஒன்றியம் xyxy=(313,1269,445,1281)
appointee-paragraph: அமைப்பாளர் - சட்டநாதன் 51எ, கீழத்தெரு, சி.என். கிராமம், திருநெல்வேலி - 627001. xyxy=(36,865,258,885)
appointee-paragraph: துணை அமைப்பாளர்கள் - 1) பி. மணிமேகலை 2/245, அண்ணா நகர் சூலூர், காங்கயம், கோவை. 2) பா. கோகுல் சரவணன் 5/64, வேலாயுதகவுண்டன் தோட்டம், காடாம்பாடி, சூலூர், கோவை. 3) செ.திலீப் 48 எ.மதியழகன் நகர் 2வது வீதி, சூலூர், கோவை. 4) கார்த்திக் 4/102, வரத ராஜபுரம், சூலூர், கோவை. 5) மு. நேரு 3/59, சுல்தானோ ஆண்டாள் பிள்ளையர் கோவில் வீதி, சூலூர், கோவை xyxy=(266,983,492,1055)
section-heading: கருமத்தம்பட்டி நகரம் xyxy=(796,999,888,1010)
section-heading: பொள்ளாச்சி வடக்கு (மத்திய) ஒன்றியம் xyxy=(523,528,697,540)
article-column-4 xyxy=(728,64,956,1462)
section-heading: தச்சநல்லூர் வடக்கு பகுதி xyxy=(325,356,433,368)
appointee-paragraph: அமைப்பாளர் - ரஞ்சித்குமார் 117, ஆபீசர்ஸ் குடியிருப்பு, பேரூர், பச்சாபாளையம், கோவை மாவட்டம். xyxy=(728,365,956,385)
paper-name: முரசொலி xyxy=(482,21,541,37)
appointee-paragraph: அமைப்பாளர் - ந. பிரகாஷ் 252, சென்னி ஆண்டவர் கோவில், கருமத்தம்பட்டி, கோவை மாவட்டம். xyxy=(728,1013,956,1033)
appointee-paragraph: அமைப்பாளர் - க. மணிகுமார் 1/132, வாழைக்கொம்பு, அம்பராம்பாளையம், ஆனைமலை, கோவை மாவட்டம். xyxy=(266,1284,492,1304)
appointee-paragraph: துணை அமைப்பாளர்கள் - 1) ச. பூபிகா 1/101, காட்டம்பட்டி, கிணத்துக்கடவு தாலுகா, வடசித்தூர், கோவை 2) சி. பிரவீன்குமார் கோவில் தோட்டம், மன்றாம்பாளையம் கிணத்துக்கடவு, கோவை 3) ச. காளீஸ்வரன் 1/78, கோதவாடி, கிணத்துக்கடவு, கோவை - 642109. 4) யுவன்சங்கர் ராஜா 2/314 பெருமாள் கோவில் வீதி, அரசம்பாளையம் கிணத்துக்கடவு தாலுக்கா, கோவை 5) நித்தீஷ்குமார் 2/81, குருநல்லிப்பாளையம், கிணத்துக்கடவு தாலுக்கா, கோவை xyxy=(500,827,720,910)
appointee-paragraph: லைக்கா தெரு மேலப்பாளையம், திருநெல்வேலி. 3) முகம்மது இப்ராஹிம் 1ஏ, ஆசூரா கீழத்தெரு, மேலப்பாளையம், திருநெல்வேலி. 4) அருண்குமார் 32, பெரியகுடியா பள்ளி வாசல் தெரு, மேலப்பாளையம், திருநெல்வேலி. xyxy=(266,286,492,327)
appointee-paragraph: துணை அமைப்பாளர்கள் - 1) பூபதி மணி சங்கர் மேல வீரராகவபுரம், புளியங்குடி, திருநெல்வேலி சந்திப்பு - 627001. 2) முத்துமாண்டி 16-81எ, தேரடி தெரு, திருமண்ணதபுரம், பாளையங்கோட்டை - 627353. 3) ஆனந்த சங்கர் 97, வாலாஜாபேட்டை, வடக்கு தெரு, தச்சநல்லூர், திருநெல்வேலி - 627358. 4) சூர்யா பிரசாத் 2, அம்மன் கோவில் தெற்கு தெரு, கீழ ஊருடையான் குடியிருப்பு, திருநெல்வேலி. xyxy=(36,888,258,961)
appointee-paragraph: அமைப்பாளர் - பெரியசாமி 1/28 முப்பிடாதி அம்மன் கோவில் தெரு கருங்காடு திருநெல்வேலி மாவட்டம். xyxy=(36,329,258,349)
appointee-paragraph: அமைப்பாளர் - பா. சரண் முத்துகவுண்டனூர், பாலார்பதி அஞ்சல் கிணத்துக்கடவு - 642109, கோவை மாவட்டம். xyxy=(728,82,956,102)
appointee-paragraph: துணை அமைப்பாளர்கள் - 1) வெ. கவி பிரியா 1/44, கீழ் தெரு வீதி சுப்பேகவுண்டன் புதூர், ஆனைமலை, கோவை மாவட்டம். 2) க. வேலுமணி 205 ராஜீவ்நகர், மீனாட்சிபுரம், ஆனைமலை, கோவை மாவட்டம். 3) செ. கார்த்திகேயன் xyxy=(266,1307,492,1348)
district-heading: திருநெல்வேலி மேற்கு மாநகரம் xyxy=(266,333,492,353)
district-heading: திருநெல்வேலி கிழக்கு மாநகரம் xyxy=(36,828,258,848)
section-heading: மேலப்பாளையம் கிழக்கு பகுதி xyxy=(80,1175,214,1186)
appointee-paragraph: அமைப்பாளர் - வி. அருண்பாபு 1/255-1பி, புதுகாலனி, பெரியபோது கோவை மாவட்டம். xyxy=(500,281,720,301)
appointee-paragraph: அமைப்பாளர் - எல். கலைக்குமார், 1/68, என்.ஏ.துலுக்கர்தோட்டம், அரிசிப்பாளையம், கோவை - 641032. xyxy=(500,1170,720,1190)
